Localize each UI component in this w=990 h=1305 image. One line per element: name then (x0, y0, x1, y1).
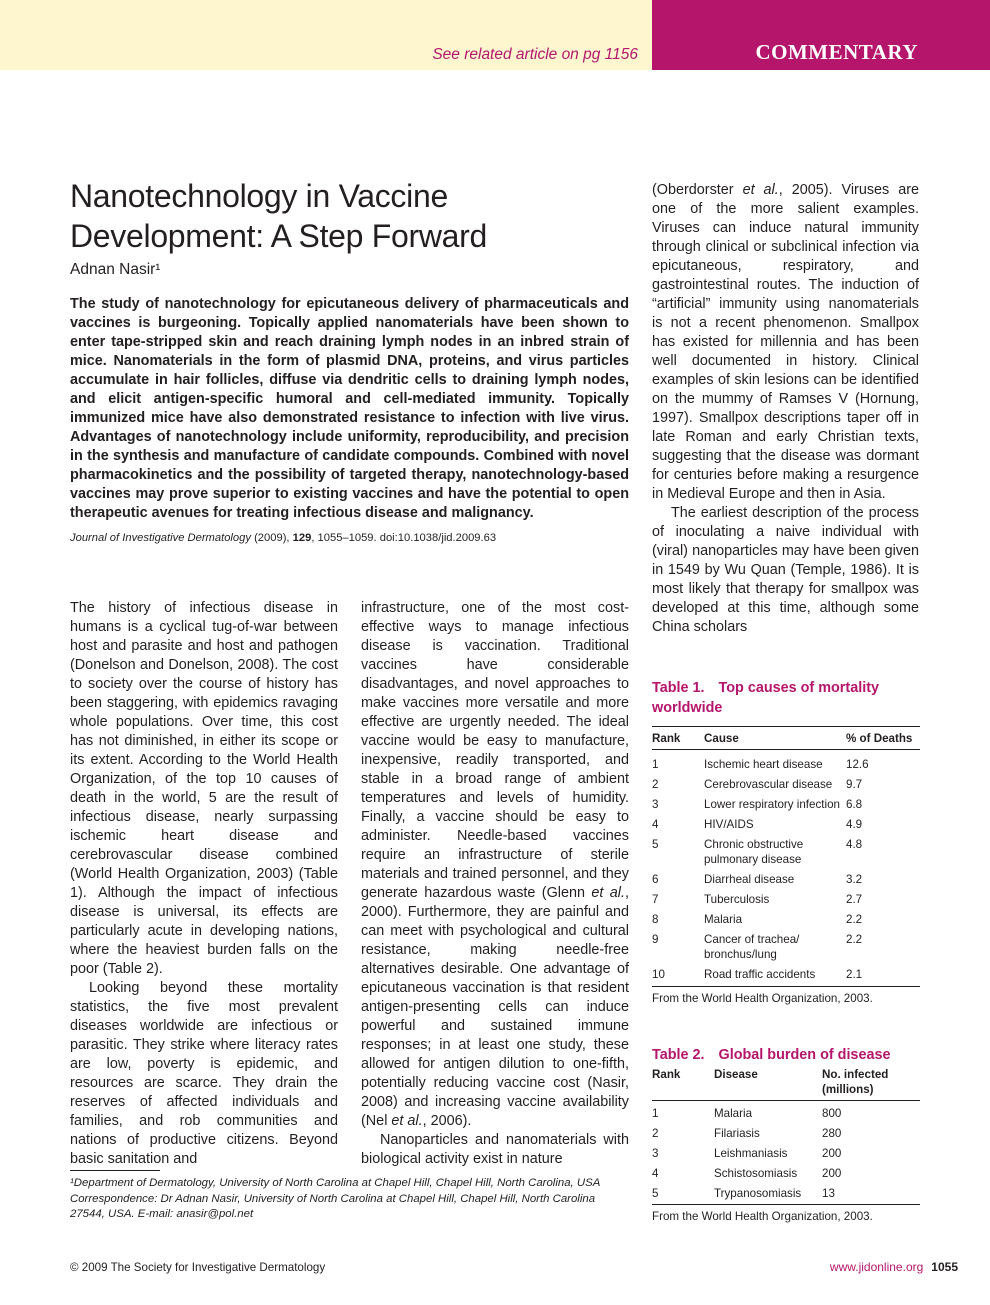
body-text: , 2005). Viruses are one of the more salient examples. Viruses can induce natural immunity through clinical or subclinical infection via epicutaneous, respiratory, and gastrointestinal routes. The induction of “artificial” immunity using nanomaterials is not a recent phenomenon. Smallpox has existed for millennia and has been well documented in history. Clinical examples of skin lesions can be identified on the mummy of Ramses V (Hornung, 1997). Smallpox descriptions taper off in late Roman and early Christian texts, suggesting that the disease was dormant for centuries before making a resurgence in Medieval Europe and then in Asia. (652, 182, 920, 502)
table-cell: 9.7 (846, 778, 863, 791)
body-column-1 (70, 599, 338, 1169)
table-cell: 2 (652, 778, 659, 791)
table-1-caption (652, 679, 920, 718)
title-line-1: Nanotechnology in Vaccine (70, 178, 448, 214)
table-row (652, 1186, 920, 1205)
table-1-source: From the World Health Organization, 2003. (652, 992, 873, 1005)
citation-journal: Journal of Investigative Dermatology (70, 532, 251, 544)
table-cell: 4 (652, 818, 659, 831)
table-row (652, 967, 920, 987)
page-number: 1055 (931, 1260, 958, 1274)
footer-right (830, 1260, 958, 1274)
table-cell: Road traffic accidents (704, 967, 846, 987)
header-banner (0, 0, 652, 70)
table-cell: Schistosomiasis (714, 1166, 798, 1180)
correspondence-footnote: Correspondence: Dr Adnan Nasir, University of North Carolina at Chapel Hill, Chapel Hill, North Carolina 27544, USA. E-mail: anasir@pol.net (70, 1192, 596, 1220)
body-paragraph (652, 181, 919, 504)
etal-text: et al. (391, 1113, 423, 1129)
table-row (652, 1100, 920, 1126)
table-cell: HIV/AIDS (704, 818, 754, 831)
table-cell: 2.7 (846, 893, 863, 906)
citation-pages-doi: , 1055–1059. doi:10.1038/jid.2009.63 (311, 532, 497, 544)
table-cell: 3.2 (846, 873, 863, 886)
body-column-3 (652, 181, 919, 637)
table-row (652, 872, 920, 892)
table-cell: 1 (652, 1106, 659, 1120)
table-cell: Trypanosomiasis (714, 1186, 822, 1205)
table-cell: 3 (652, 1146, 659, 1160)
article-title (70, 176, 590, 256)
table-cell: Filariasis (714, 1126, 760, 1140)
section-label: COMMENTARY (755, 40, 918, 64)
table-row (652, 777, 920, 797)
body-text: , 2000). Furthermore, they are painful and can meet with psychological and cultural resistance, making needle-free alternatives desirable. One advantage of epicutaneous vaccination is that resident antigen-presenting cells can induce powerful and sustained immune responses; in at least one study, these allowed for antigen dilution to one-fifth, potentially reducing vaccine cost (Nasir, 2008) and increasing vaccine availability (Nel (361, 885, 630, 1129)
table-cell: 2.2 (846, 933, 863, 946)
title-line-2: Development: A Step Forward (70, 218, 488, 254)
table-2-number: Table 2. (652, 1047, 705, 1063)
table-row (652, 1166, 920, 1186)
table-header-row (652, 1067, 920, 1101)
table-row (652, 932, 920, 967)
etal-text: et al. (591, 885, 626, 901)
affiliation-footnote: ¹Department of Dermatology, University of North Carolina at Chapel Hill, Chapel Hill, North Carolina, USA (70, 1177, 601, 1189)
table-cell: Cerebrovascular disease (704, 778, 833, 791)
table-cell: 280 (822, 1126, 842, 1140)
table-1 (652, 679, 920, 1005)
footnote-divider (70, 1170, 160, 1171)
column-header: Rank (652, 1067, 714, 1101)
table-cell: 200 (822, 1146, 842, 1160)
table-cell: Tuberculosis (704, 893, 770, 906)
body-paragraph: Nanoparticles and nanomaterials with biological activity exist in nature (361, 1132, 629, 1167)
table-2-title: Global burden of disease (718, 1047, 891, 1063)
table-cell: 4.9 (846, 818, 863, 831)
citation (70, 532, 629, 544)
table-cell: 2.2 (846, 913, 863, 926)
table-cell: 5 (652, 838, 659, 851)
table-cell: 6 (652, 873, 659, 886)
etal-text: et al. (742, 182, 779, 198)
table-cell: Chronic obstructive pulmonary disease (704, 838, 804, 866)
abstract: The study of nanotechnology for epicutaneous delivery of pharmaceuticals and vaccines is burgeoning. Topically applied nanomaterials have been shown to enter tape-stripped skin and reach draining lymph nodes in an inbred strain of mice. Nanomaterials in the form of plasmid DNA, proteins, and virus particles accumulate in hair follicles, diffuse via dendritic cells to draining lymph nodes, and elicit antigen-specific humoral and cell-mediated immunity. Topically immunized mice have also demonstrated resistance to infection with live virus. Advantages of nanotechnology include uniformity, reproducibility, and precision in the synthesis and manufacture of candidate compounds. Combined with novel pharmacokinetics and the possibility of targeted therapy, nanotechnology-based vaccines may prove superior to existing vaccines and have the potential to open therapeutic avenues for treating infectious disease and malignancy. (70, 296, 629, 521)
table-2-caption (652, 1046, 920, 1066)
table-2 (652, 1046, 920, 1223)
table-cell: Leishmaniasis (714, 1146, 788, 1160)
table-cell: 10 (652, 967, 704, 987)
table-cell: 4 (652, 1166, 659, 1180)
table-row (652, 892, 920, 912)
table-cell: 12.6 (846, 758, 869, 771)
citation-year: (2009), (254, 532, 290, 544)
body-paragraph: Looking beyond these mortality statistics, the five most prevalent diseases worldwide are infectious or parasitic. They strike where literacy rates are low, poverty is epidemic, and resources are scarce. They drain the reserves of affected individuals and families, and rob communities and nations of productive citizens. Beyond basic sanitation and (70, 980, 338, 1167)
table-cell: 200 (822, 1166, 842, 1180)
body-text: , 2006). (422, 1113, 472, 1129)
footnotes (70, 1176, 629, 1223)
table-row (652, 1126, 920, 1146)
table-cell: Ischemic heart disease (704, 758, 823, 771)
table-cell: Cancer of trachea/ bronchus/lung (704, 933, 800, 961)
table-row (652, 750, 920, 778)
table-cell: 7 (652, 893, 659, 906)
related-article-link[interactable]: See related article on pg 1156 (432, 46, 638, 63)
section-banner (652, 0, 990, 70)
copyright: © 2009 The Society for Investigative Dermatology (70, 1261, 326, 1274)
table-2-grid (652, 1067, 920, 1205)
body-paragraph: The earliest description of the process of inoculating a naive individual with (viral) nanoparticles may have been given in 1549 by Wu Quan (Temple, 1986). It is most likely that therapy for smallpox was developed at this time, although some China scholars (652, 505, 919, 635)
table-cell: 1 (652, 758, 659, 771)
table-1-grid (652, 726, 920, 987)
table-cell: Malaria (714, 1106, 753, 1120)
column-header: % of Deaths (846, 727, 920, 750)
table-cell: 13 (822, 1186, 920, 1205)
table-cell: 3 (652, 798, 659, 811)
table-row (652, 912, 920, 932)
table-cell: Lower respiratory infection (704, 798, 840, 811)
column-header: No. infected (millions) (822, 1067, 920, 1101)
author-name: Adnan Nasir¹ (70, 261, 161, 278)
column-header: Rank (652, 727, 704, 750)
table-cell: 8 (652, 913, 659, 926)
table-row (652, 1146, 920, 1166)
table-cell: 2.1 (846, 967, 920, 987)
table-cell: 9 (652, 933, 659, 946)
table-1-title: Top causes of mortality worldwide (652, 680, 879, 716)
table-2-source: From the World Health Organization, 2003. (652, 1209, 873, 1223)
column-header: Disease (714, 1067, 822, 1101)
journal-url-link[interactable]: www.jidonline.org (829, 1260, 924, 1274)
table-cell: 4.8 (846, 838, 863, 851)
table-row (652, 797, 920, 817)
table-cell: Diarrheal disease (704, 873, 795, 886)
citation-volume: 129 (292, 532, 312, 544)
table-cell: 2 (652, 1126, 659, 1140)
body-paragraph (361, 599, 629, 1131)
body-column-2 (361, 599, 629, 1169)
table-cell: 6.8 (846, 798, 863, 811)
table-row (652, 837, 920, 872)
table-header-row (652, 727, 920, 750)
table-1-number: Table 1. (652, 680, 705, 696)
table-cell: 800 (822, 1106, 842, 1120)
table-cell: 5 (652, 1186, 714, 1205)
body-text: infrastructure, one of the most cost-effective ways to manage infectious disease is vaccination. Traditional vaccines have considerable disadvantages, and novel approaches to make vaccines more versatile and more effective are urgently needed. The ideal vaccine would be easy to manufacture, inexpensive, readily transported, and stable in a broad range of ambient temperatures and levels of humidity. Finally, a vaccine should be easy to administer. Needle-based vaccines require an infrastructure of sterile materials and trained personnel, and they generate hazardous waste (Glenn (361, 600, 629, 901)
body-paragraph: The history of infectious disease in humans is a cyclical tug-of-war between host and parasite and host and pathogen (Donelson and Donelson, 2008). The cost to society over the course of history has been staggering, with epidemics ravaging whole populations. Over time, this cost has not diminished, in either its scope or its extent. According to the World Health Organization, of the top 10 causes of death in the world, 5 are the result of infectious disease, nearly surpassing ischemic heart disease and cerebrovascular disease combined (World Health Organization, 2003) (Table 1). Although the impact of infectious disease is universal, its effects are particularly acute in developing nations, where the heaviest burden falls on the poor (Table 2). (70, 600, 338, 977)
table-cell: Malaria (704, 913, 743, 926)
table-row (652, 817, 920, 837)
column-header: Cause (704, 727, 846, 750)
body-text: (Oberdorster (652, 182, 743, 198)
